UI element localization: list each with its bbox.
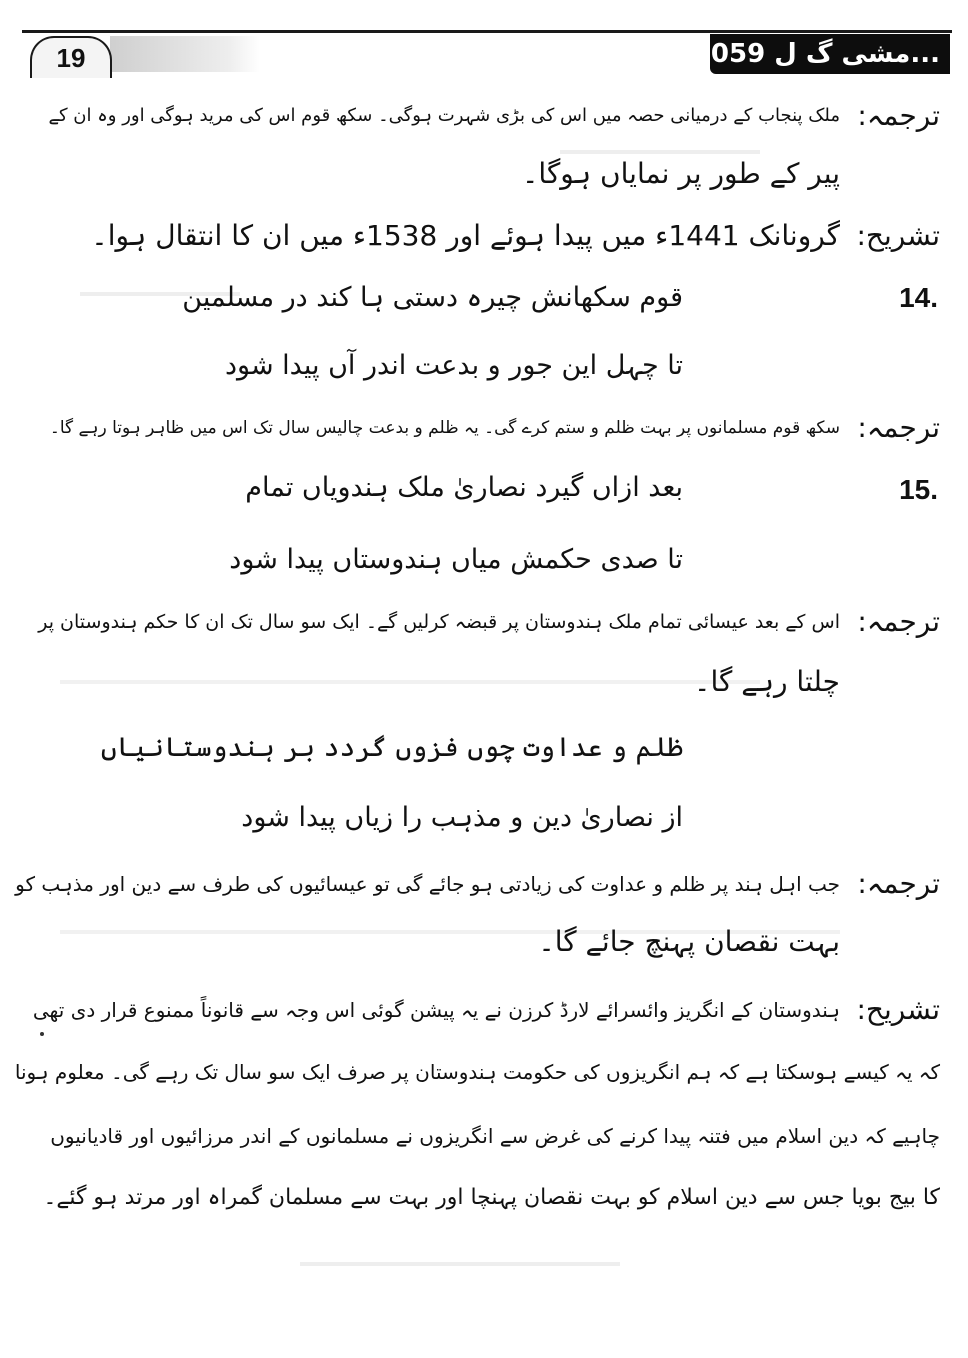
verse-line: ظلم و عداوت چوں فزوں گردد بر ہندوستانیاں [100, 732, 683, 763]
translation-text-line: ملک پنجاب کے درمیانی حصہ میں اس کی بڑی شہرت ہوگی۔ سکھ قوم اس کی مرید ہوگی اور وہ ان کے [48, 105, 840, 126]
explanation-text-line: ہندوستان کے انگریز وائسرائے لارڈ کرزن نے یہ پیشن گوئی اس وجہ سے قانوناً ممنوع قرار دی تھی [32, 998, 840, 1022]
verse-line: قوم سکھانش چیرہ دستی ہا کند در مسلمین [182, 282, 683, 313]
page-number-tab [30, 36, 112, 78]
bleed-through-mark [300, 1262, 620, 1266]
header-shade [110, 36, 260, 72]
translation-text-line: بہت نقصان پہنچ جائے گا۔ [538, 925, 840, 958]
running-header [710, 34, 950, 74]
explanation-text-line: کا بیج بویا جس سے دین اسلام کو بہت نقصان پہنچا اور بہت سے مسلمان گمراہ اور مرتد ہو گئے۔ [43, 1185, 940, 1210]
verse-line: بعد ازاں گیرد نصاریٰ ملک ہندویاں تمام [245, 472, 683, 503]
explanation-text-line: چاہیے کہ دین اسلام میں فتنہ پیدا کرنے کی غرض سے انگریزوں نے مسلمانوں کے اندر مرزائیوں اور قادیانیوں [50, 1124, 940, 1148]
translation-text-line: پیر کے طور پر نمایاں ہوگا۔ [522, 157, 840, 190]
verse-line: تا چہل این جور و بدعت اندر آں پیدا شود [224, 350, 683, 381]
translation-label: ترجمہ: [857, 99, 940, 132]
translation-label: ترجمہ: [857, 605, 940, 638]
running-header-title: ...مشی گ ل 059 [710, 39, 940, 69]
translation-text-line: چلتا رہے گا۔ [694, 665, 840, 698]
translation-text-line: اس کے بعد عیسائی تمام ملک ہندوستان پر قبضہ کرلیں گے۔ ایک سو سال تک ان کا حکم ہندوستان پر [38, 611, 840, 633]
verse-line: از نصاریٰ دین و مذہب را زیاں پیدا شود [241, 802, 683, 833]
verse-number: 15. [899, 474, 938, 505]
translation-text-line: سکھ قوم مسلمانوں پر بہت ظلم و ستم کرے گی۔ یہ ظلم و بدعت چالیس سال تک اس میں ظاہر ہوتا رہے گا۔ [49, 418, 840, 438]
header-rule [22, 30, 952, 33]
explanation-label: تشریح: [856, 993, 940, 1026]
explanation-text-line: کہ یہ کیسے ہوسکتا ہے کہ ہم انگریزوں کی حکومت ہندوستان پر صرف ایک سو سال تک رہے گی۔ معلوم ہونا [14, 1060, 940, 1084]
translation-text-line: جب اہل ہند پر ظلم و عداوت کی زیادتی ہو جائے گی تو عیسائیوں کی طرف سے دین اور مذہب کو [15, 872, 840, 896]
verse-number: 14. [899, 282, 938, 313]
speck [40, 1032, 44, 1036]
verse-line: تا صدی حکمش میاں ہندوستاں پیدا شود [229, 544, 683, 575]
translation-label: ترجمہ: [857, 867, 940, 900]
translation-label: ترجمہ: [857, 411, 940, 444]
explanation-text-line: گرونانک 1441ء میں پیدا ہوئے اور 1538ء میں ان کا انتقال ہوا۔ [91, 219, 840, 252]
page-number: 19 [56, 43, 86, 73]
explanation-label: تشریح: [856, 219, 940, 252]
